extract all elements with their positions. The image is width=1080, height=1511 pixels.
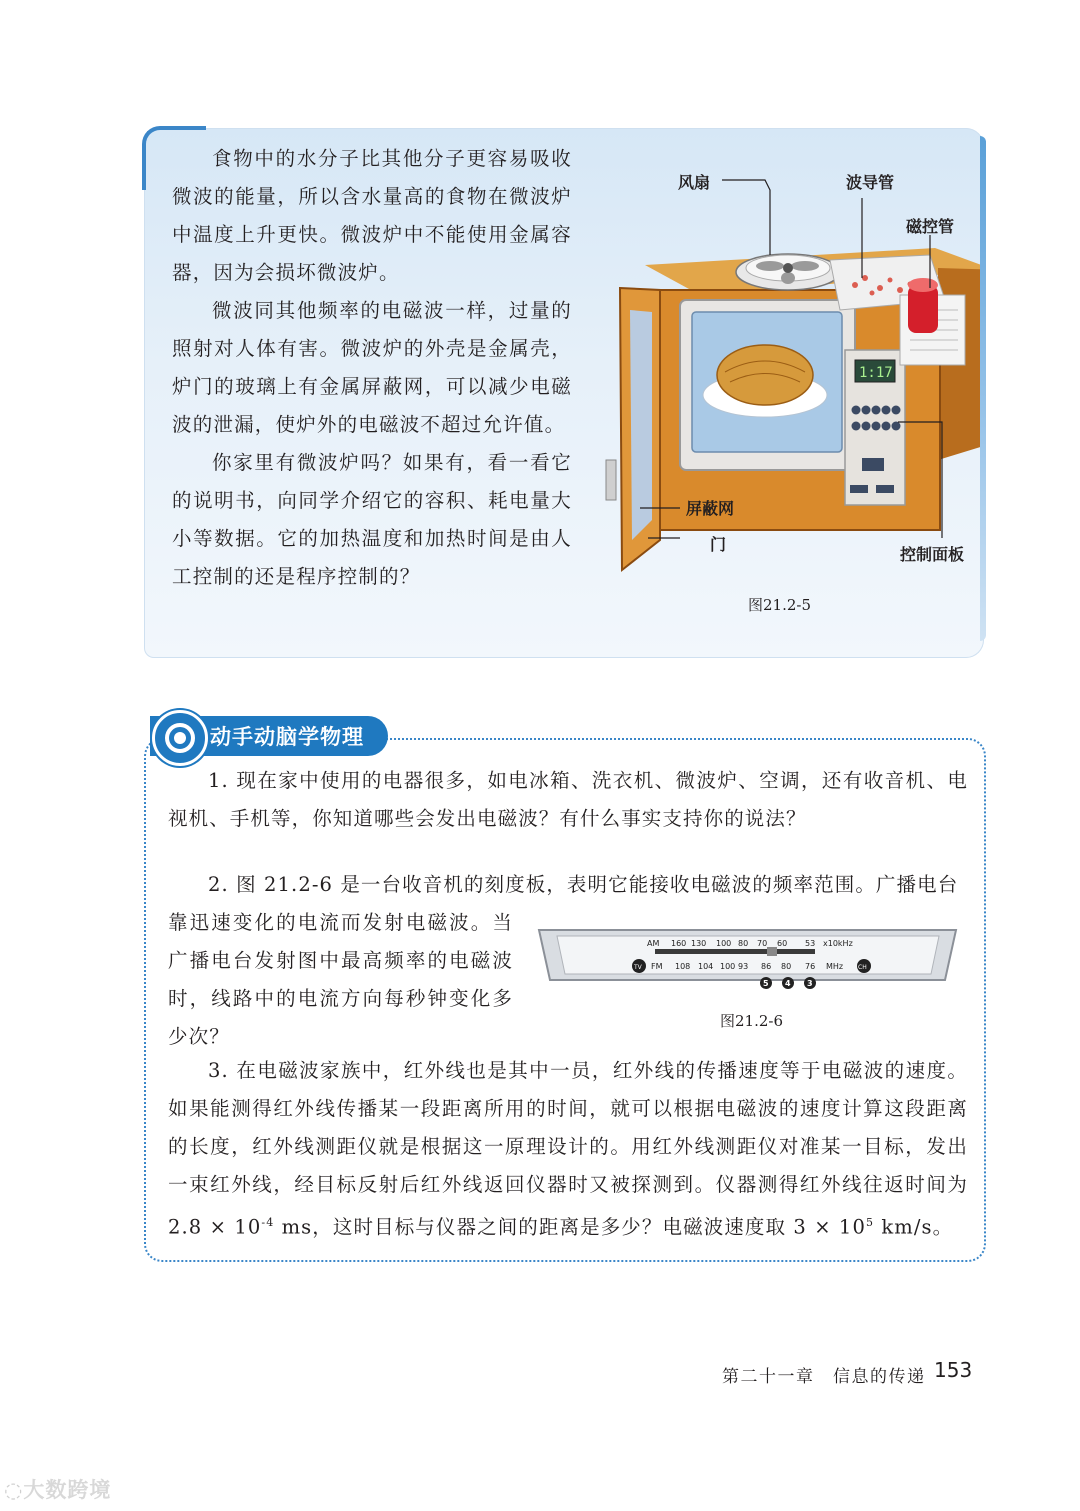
display-readout: 1:17 <box>859 365 893 381</box>
watermark-logo: ◌大数跨境 <box>4 1478 112 1502</box>
chapter-footer: 第二十一章 信息的传递 <box>722 1367 926 1387</box>
fm-value-2: 100 <box>720 962 736 971</box>
figure-caption-21-2-5: 图21.2-5 <box>748 596 812 614</box>
fm-label: FM <box>651 962 663 971</box>
question-3 <box>168 1052 968 1247</box>
info-text <box>172 140 572 596</box>
dial-marker-3: 3 <box>807 979 813 988</box>
question-2-wrap <box>168 904 513 1056</box>
am-value-1: 130 <box>691 939 707 948</box>
activity-target-icon <box>152 710 208 766</box>
question-3-part-1: 3. 在电磁波家族中，红外线也是其中一员，红外线的传播速度等于电磁波的速度。如果能测得红外线传播某一段距离所用的时间，就可以根据电磁波的速度计算这段距离的长度，红外线测距仪就是根据这一原理设计的。用红外线测距仪对准某一目标，发出一束红外线，经目标反射后红外线返回仪器时又被探测到。仪器测得红外线往返时间为 2.8 × 10 <box>168 1059 968 1239</box>
figure-caption-21-2-6: 图21.2-6 <box>720 1012 784 1030</box>
question-3-exponent-2: 5 <box>865 1216 875 1229</box>
page-number: 153 <box>934 1358 973 1382</box>
question-3-part-2: ms，这时目标与仪器之间的距离是多少？电磁波速度取 3 × 10 <box>274 1215 866 1239</box>
am-value-3: 80 <box>738 939 749 948</box>
am-value-0: 160 <box>671 939 687 948</box>
question-3-exponent-1: -4 <box>261 1216 275 1229</box>
info-box-edge <box>980 136 986 641</box>
fm-value-0: 108 <box>675 962 691 971</box>
fm-value-4: 86 <box>761 962 772 971</box>
question-1-text: 1. 现在家中使用的电器很多，如电冰箱、洗衣机、微波炉、空调，还有收音机、电视机、手机等，你知道哪些会发出电磁波？有什么事实支持你的说法？ <box>168 769 968 830</box>
am-value-6: 53 <box>805 939 816 948</box>
question-1 <box>168 762 968 838</box>
am-label: AM <box>647 939 660 948</box>
label-shield: 屏蔽网 <box>686 499 735 518</box>
question-2-rest: 靠迅速变化的电流而发射电磁波。当广播电台发射图中最高频率的电磁波时，线路中的电流方向每秒钟变化多少次？ <box>168 911 513 1048</box>
am-value-4: 70 <box>757 939 768 948</box>
fm-value-6: 76 <box>805 962 816 971</box>
info-paragraph-1: 食物中的水分子比其他分子更容易吸收微波的能量，所以含水量高的食物在微波炉中温度上升更快。微波炉中不能使用金属容器，因为会损坏微波炉。 <box>172 147 572 284</box>
question-3-text <box>168 1052 968 1247</box>
dial-marker-4: 4 <box>785 979 791 988</box>
fm-value-5: 80 <box>781 962 792 971</box>
question-2-line1: 2. 图 21.2-6 是一台收音机的刻度板，表明它能接收电磁波的频率范围。广播电台 <box>208 873 959 896</box>
label-waveguide: 波导管 <box>846 173 895 192</box>
fm-value-1: 104 <box>698 962 714 971</box>
info-paragraph-2: 微波同其他频率的电磁波一样，过量的照射对人体有害。微波炉的外壳是金属壳，炉门的玻璃上有金属屏蔽网，可以减少电磁波的泄漏，使炉外的电磁波不超过允许值。 <box>172 299 572 436</box>
am-value-2: 100 <box>716 939 732 948</box>
fm-unit: MHz <box>826 962 844 971</box>
am-unit: x10kHz <box>823 939 853 948</box>
watermark-text: 大数跨境 <box>23 1478 112 1502</box>
radio-dial-figure <box>535 922 960 992</box>
fm-value-3: 93 <box>738 962 749 971</box>
question-3-part-3: km/s。 <box>874 1215 954 1239</box>
label-door: 门 <box>710 535 727 554</box>
tv-badge: TV <box>634 964 642 971</box>
am-value-5: 60 <box>777 939 788 948</box>
question-2-first-line <box>168 866 968 904</box>
activity-title: 动手动脑学物理 <box>210 725 364 749</box>
dial-marker-5: 5 <box>763 979 769 988</box>
label-control-panel: 控制面板 <box>900 545 965 564</box>
ch-badge: CH <box>858 964 867 971</box>
label-magnetron: 磁控管 <box>906 217 955 236</box>
label-fan: 风扇 <box>678 173 711 192</box>
info-paragraph-3: 你家里有微波炉吗？如果有，看一看它的说明书，向同学介绍它的容积、耗电量大小等数据。它的加热温度和加热时间是由人工控制的还是程序控制的？ <box>172 451 572 588</box>
